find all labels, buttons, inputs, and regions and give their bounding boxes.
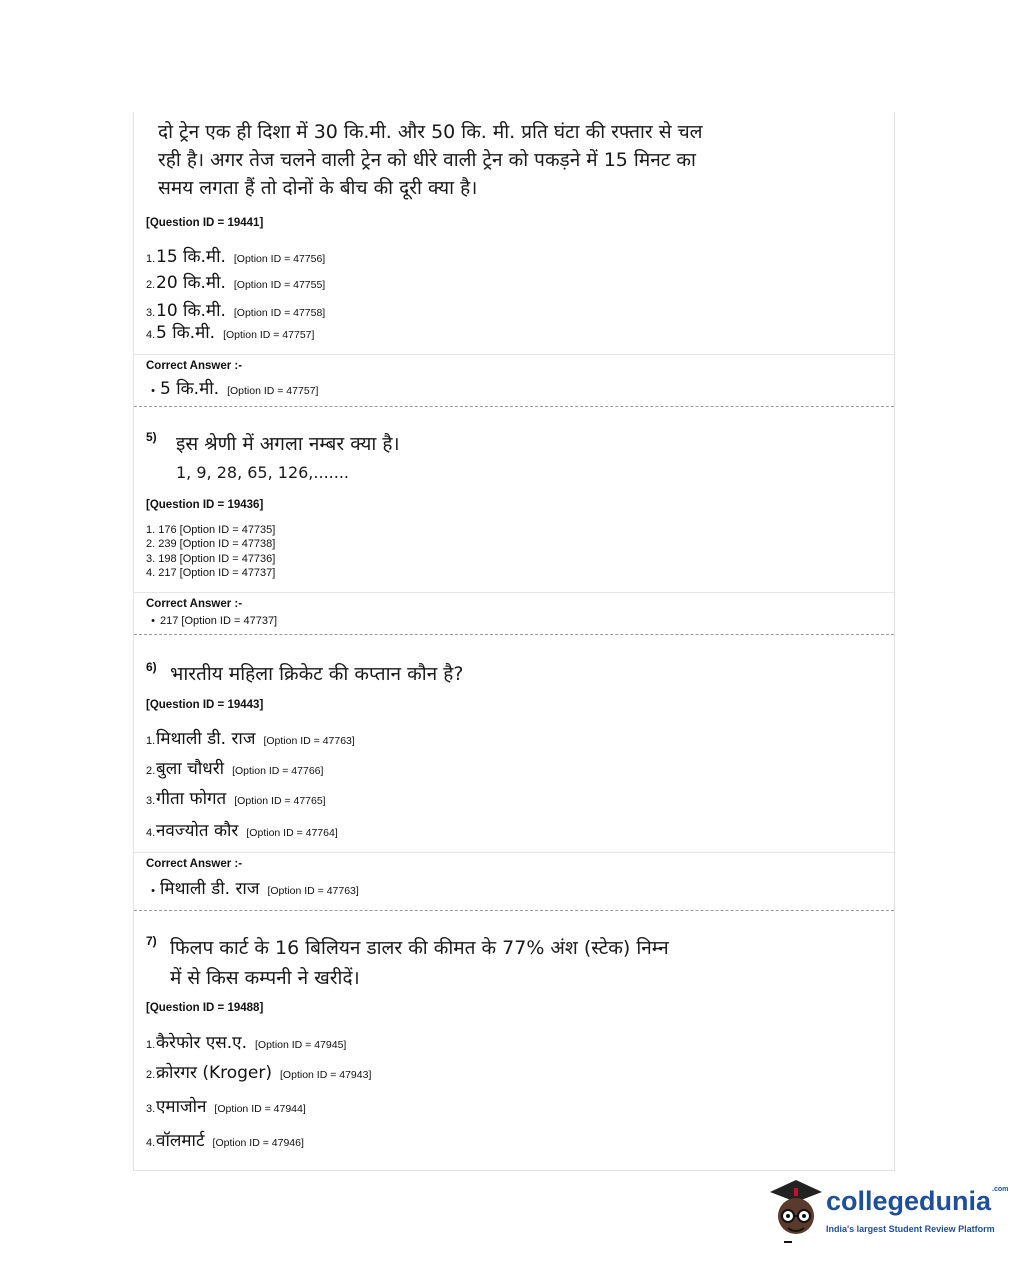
- question-separator: [134, 634, 894, 635]
- correct-answer-text: मिथाली डी. राज: [160, 879, 260, 899]
- q5-question-id: [Question ID = 19436]: [146, 499, 264, 511]
- option-number: 1.: [146, 253, 156, 265]
- q5-correct-answer-label: Correct Answer :-: [146, 598, 243, 610]
- q6-option-3: [146, 786, 326, 809]
- collegedunia-logo: [766, 1178, 1009, 1248]
- q4-question-id: [Question ID = 19441]: [146, 217, 264, 229]
- option-number: 1.: [146, 735, 156, 747]
- option-text: नवज्योत कौर: [156, 821, 239, 841]
- option-number: 4.: [146, 1137, 156, 1149]
- q7-question-id: [Question ID = 19488]: [146, 1002, 264, 1014]
- question-separator: [134, 406, 894, 407]
- q7-option-2: [146, 1060, 371, 1083]
- q4-correct-answer-label: Correct Answer :-: [146, 360, 243, 372]
- option-number: 1.: [146, 1039, 156, 1051]
- option-text: 15 कि.मी.: [156, 247, 226, 267]
- option-number: 3.: [146, 307, 156, 319]
- q7-number: 7): [146, 934, 157, 948]
- option-number: 3.: [146, 795, 156, 807]
- correct-answer-id: [Option ID = 47763]: [267, 885, 359, 897]
- option-id: [Option ID = 47943]: [280, 1069, 372, 1081]
- option-text: गीता फोगत: [156, 789, 227, 809]
- q4-text-line-2: रही है। अगर तेज चलने वाली ट्रेन को धीरे वाली ट्रेन को पकड़ने में 15 मिनट का: [158, 149, 696, 171]
- q6-number: 6): [146, 660, 157, 674]
- q4-option-3: [146, 298, 325, 321]
- q5-option-2: 2. 239 [Option ID = 47738]: [146, 538, 276, 550]
- option-id: [Option ID = 47944]: [214, 1103, 306, 1115]
- option-text: क्रोरगर (Kroger): [156, 1063, 273, 1083]
- option-id: [Option ID = 47764]: [246, 827, 338, 839]
- option-text: 20 कि.मी.: [156, 273, 226, 293]
- q6-option-4: [146, 818, 338, 841]
- q7-text-line-2: में से किस कम्पनी ने खरीदें।: [170, 967, 360, 989]
- option-number: 4.: [146, 329, 156, 341]
- option-id: [Option ID = 47756]: [233, 253, 326, 265]
- option-id: [Option ID = 47946]: [212, 1137, 304, 1149]
- option-id: [Option ID = 47766]: [232, 765, 324, 777]
- q6-option-1: [146, 726, 355, 749]
- divider: [134, 852, 894, 853]
- bullet-icon: •: [151, 615, 155, 627]
- q5-text-line-2: 1, 9, 28, 65, 126,.......: [176, 463, 349, 482]
- q5-correct-answer: [146, 614, 277, 629]
- correct-answer-id: [Option ID = 47757]: [227, 385, 319, 397]
- option-id: [Option ID = 47757]: [223, 329, 315, 341]
- bullet-icon: •: [151, 385, 155, 397]
- option-id: [Option ID = 47945]: [254, 1039, 347, 1051]
- q4-option-2: [146, 270, 325, 293]
- bullet-icon: •: [151, 885, 155, 897]
- logo-wordmark: collegedunia$^{.com}$: [826, 1186, 1009, 1216]
- q6-text-line-1: भारतीय महिला क्रिकेट की कप्तान कौन है?: [170, 663, 464, 685]
- option-number: 2.: [146, 1069, 156, 1081]
- correct-answer-text: 217 [Option ID = 47737]: [160, 615, 278, 627]
- option-id: [Option ID = 47765]: [234, 795, 326, 807]
- q6-correct-answer-label: Correct Answer :-: [146, 858, 243, 870]
- option-text: 5 कि.मी.: [156, 323, 216, 343]
- student-mascot-icon: [766, 1178, 824, 1244]
- q6-option-2: [146, 756, 323, 779]
- q6-correct-answer: [146, 876, 359, 899]
- divider: [134, 354, 894, 355]
- option-id: [Option ID = 47763]: [263, 735, 355, 747]
- q5-text-line-1: इस श्रेणी में अगला नम्बर क्या है।: [176, 433, 400, 455]
- option-text: बुला चौधरी: [156, 759, 225, 779]
- option-text: 10 कि.मी.: [156, 301, 226, 321]
- option-number: 4.: [146, 827, 156, 839]
- question-paper-page: [133, 112, 895, 1171]
- logo-tagline: India's largest Student Review Platform: [826, 1224, 995, 1234]
- option-number: 2.: [146, 279, 156, 291]
- option-number: 2.: [146, 765, 156, 777]
- q4-option-4: [146, 320, 314, 343]
- q5-option-1: 1. 176 [Option ID = 47735]: [146, 524, 276, 536]
- q5-option-4: 4. 217 [Option ID = 47737]: [146, 567, 276, 579]
- option-id: [Option ID = 47755]: [233, 279, 326, 291]
- question-separator: [134, 910, 894, 911]
- q6-question-id: [Question ID = 19443]: [146, 699, 264, 711]
- option-text: मिथाली डी. राज: [156, 729, 256, 749]
- q5-number: 5): [146, 430, 157, 444]
- q4-correct-answer: [146, 376, 318, 399]
- option-number: 3.: [146, 1103, 156, 1115]
- q7-option-1: [146, 1030, 346, 1053]
- option-text: वॉलमार्ट: [156, 1131, 205, 1151]
- option-id: [Option ID = 47758]: [233, 307, 326, 319]
- divider: [134, 592, 894, 593]
- q7-option-3: [146, 1094, 306, 1117]
- q7-text-line-1: फिलप कार्ट के 16 बिलियन डालर की कीमत के 77% अंश (स्टेक) निम्न: [170, 937, 669, 959]
- q5-option-3: 3. 198 [Option ID = 47736]: [146, 553, 276, 565]
- option-text: कैरेफोर एस.ए.: [156, 1033, 247, 1053]
- option-text: एमाजोन: [156, 1097, 207, 1117]
- logo-suffix: .com: [992, 1186, 1009, 1193]
- q4-text-line-1: दो ट्रेन एक ही दिशा में 30 कि.मी. और 50 कि. मी. प्रति घंटा की रफ्तार से चल: [158, 121, 703, 143]
- q7-option-4: [146, 1128, 304, 1151]
- q4-text-line-3: समय लगता हैं तो दोनों के बीच की दूरी क्या है।: [158, 177, 478, 199]
- q4-option-1: [146, 244, 325, 267]
- correct-answer-text: 5 कि.मी.: [160, 379, 220, 399]
